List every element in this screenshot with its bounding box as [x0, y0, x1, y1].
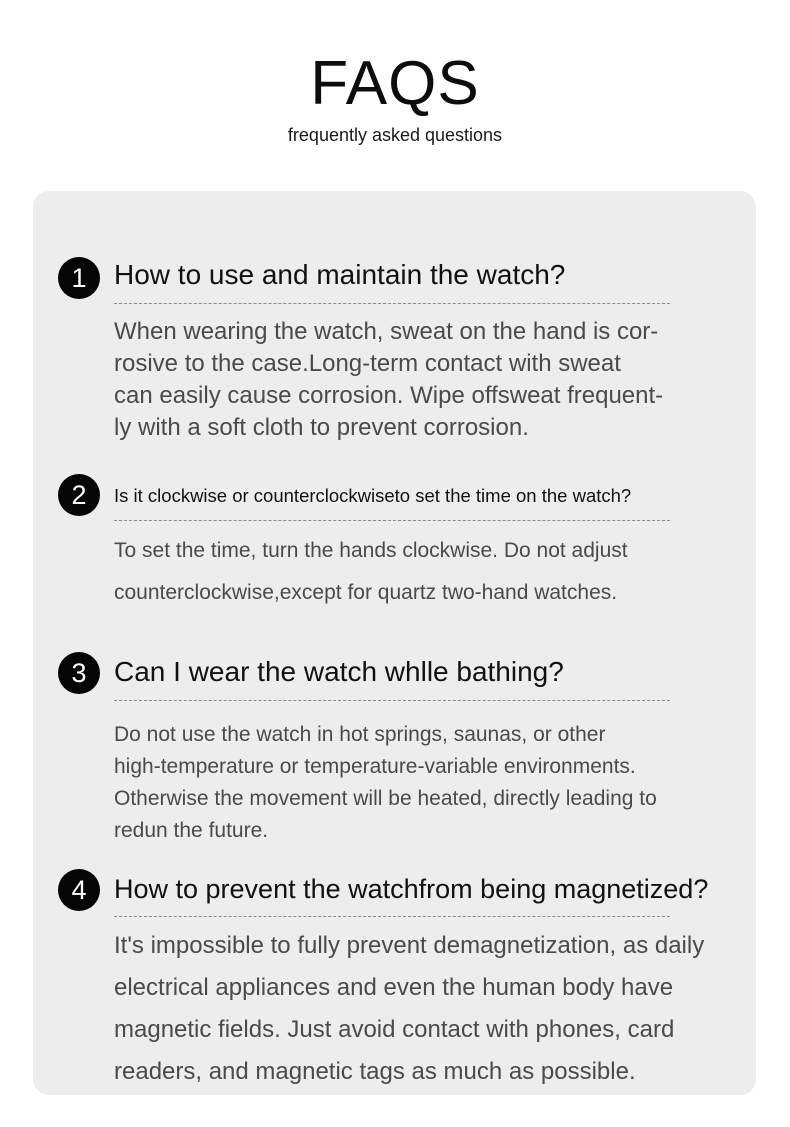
number-badge: 3 — [58, 652, 100, 694]
answer-line: counterclockwise,except for quartz two-hand watches. — [114, 581, 618, 604]
answer-line: Otherwise the movement will be heated, directly leading to — [114, 787, 657, 810]
answer-line: redun the future. — [114, 819, 269, 842]
dashed-divider — [114, 303, 670, 304]
answer-line: readers, and magnetic tags as much as possible. — [114, 1058, 636, 1085]
page-subtitle: frequently asked questions — [287, 125, 503, 145]
answer-line: electrical appliances and even the human body have — [114, 974, 674, 1001]
answer-line: high-temperature or temperature-variable environments. — [114, 755, 636, 778]
dashed-divider — [114, 520, 670, 521]
faq-panel — [33, 191, 756, 1095]
dashed-divider — [114, 916, 670, 917]
dashed-divider — [114, 700, 670, 701]
answer-line: Do not use the watch in hot springs, saunas, or other — [114, 723, 606, 746]
answer-line: can easily cause corrosion. Wipe offsweat frequent- — [114, 382, 664, 409]
faq-answer — [114, 530, 724, 614]
number-badge: 2 — [58, 474, 100, 516]
faq-answer — [114, 719, 739, 847]
number-badge: 4 — [58, 869, 100, 911]
answer-line: magnetic fields. Just avoid contact with phones, card — [114, 1016, 675, 1043]
faq-question: Is it clockwise or counterclockwiseto set the time on the watch? — [114, 485, 632, 506]
answer-line: When wearing the watch, sweat on the hand is cor- — [114, 318, 659, 345]
page-title: FAQS — [310, 49, 480, 118]
faq-question: How to prevent the watchfrom being magnetized? — [114, 874, 709, 904]
faq-answer — [114, 925, 754, 1093]
answer-line: To set the time, turn the hands clockwise. Do not adjust — [114, 539, 628, 562]
faq-answer — [114, 316, 714, 444]
answer-line: It's impossible to fully prevent demagnetization, as daily — [114, 932, 705, 959]
faq-question: Can I wear the watch whlle bathing? — [114, 656, 564, 687]
answer-line: rosive to the case.Long-term contact with sweat — [114, 350, 621, 377]
answer-line: ly with a soft cloth to prevent corrosion. — [114, 414, 529, 441]
number-badge: 1 — [58, 257, 100, 299]
faq-question: How to use and maintain the watch? — [114, 259, 566, 290]
